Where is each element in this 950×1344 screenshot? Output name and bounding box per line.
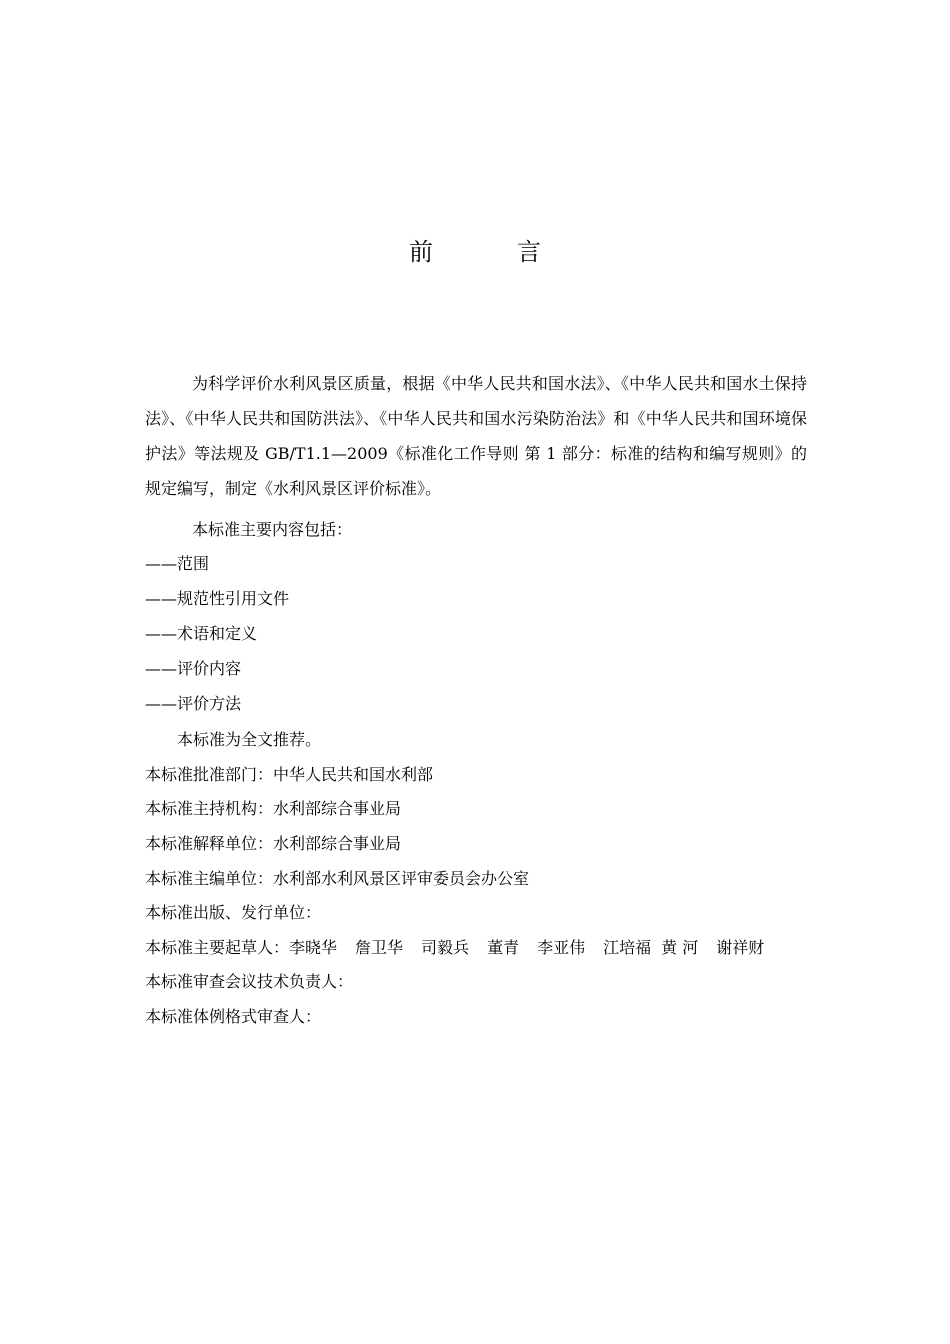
page-title: 前 言 bbox=[409, 238, 571, 266]
drafters-label: 本标准主要起草人： bbox=[145, 938, 290, 957]
drafter-name: 黄 河 bbox=[661, 938, 699, 957]
drafter-name: 司毅兵 bbox=[421, 938, 470, 957]
intro-paragraph: 为科学评价水利风景区质量，根据《中华人民共和国水法》、《中华人民共和国水土保持法》、《中华人民共和国防洪法》、《中华人民共和国水污染防治法》和《中华人民共和国环境保护法》等法规及 GB/T1.1—2009《标准化工作导则 第 1 部分：标准的结构和编写规则》的规定编写，制定《水利风景区评价标准》。 bbox=[145, 374, 807, 498]
drafter-name: 李晓华 bbox=[289, 938, 338, 957]
drafter-name: 谢祥财 bbox=[716, 938, 765, 957]
publisher-unit: 本标准出版、发行单位： bbox=[145, 903, 322, 922]
interpreting-unit: 本标准解释单位：水利部综合事业局 bbox=[145, 834, 402, 853]
contents-item-normative-references: ——规范性引用文件 bbox=[145, 589, 290, 608]
host-organization: 本标准主持机构：水利部综合事业局 bbox=[145, 799, 402, 818]
approving-department: 本标准批准部门：中华人民共和国水利部 bbox=[145, 765, 434, 784]
drafter-name: 詹卫华 bbox=[355, 938, 404, 957]
chief-editor-unit: 本标准主编单位：水利部水利风景区评审委员会办公室 bbox=[145, 869, 530, 888]
contents-item-evaluation-content: ——评价内容 bbox=[145, 659, 242, 678]
review-technical-lead: 本标准审查会议技术负责人： bbox=[145, 972, 354, 991]
drafter-name: 江培福 bbox=[603, 938, 652, 957]
format-reviewer: 本标准体例格式审查人： bbox=[145, 1007, 322, 1026]
drafter-name: 李亚伟 bbox=[537, 938, 586, 957]
contents-item-evaluation-method: ——评价方法 bbox=[145, 694, 242, 713]
contents-item-terms-definitions: ——术语和定义 bbox=[145, 624, 258, 643]
contents-intro: 本标准主要内容包括： bbox=[192, 520, 353, 539]
drafters-line bbox=[145, 937, 764, 959]
drafter-name: 董青 bbox=[487, 938, 520, 957]
contents-item-scope: ——范围 bbox=[145, 554, 210, 573]
recommendation-statement: 本标准为全文推荐。 bbox=[177, 730, 322, 749]
